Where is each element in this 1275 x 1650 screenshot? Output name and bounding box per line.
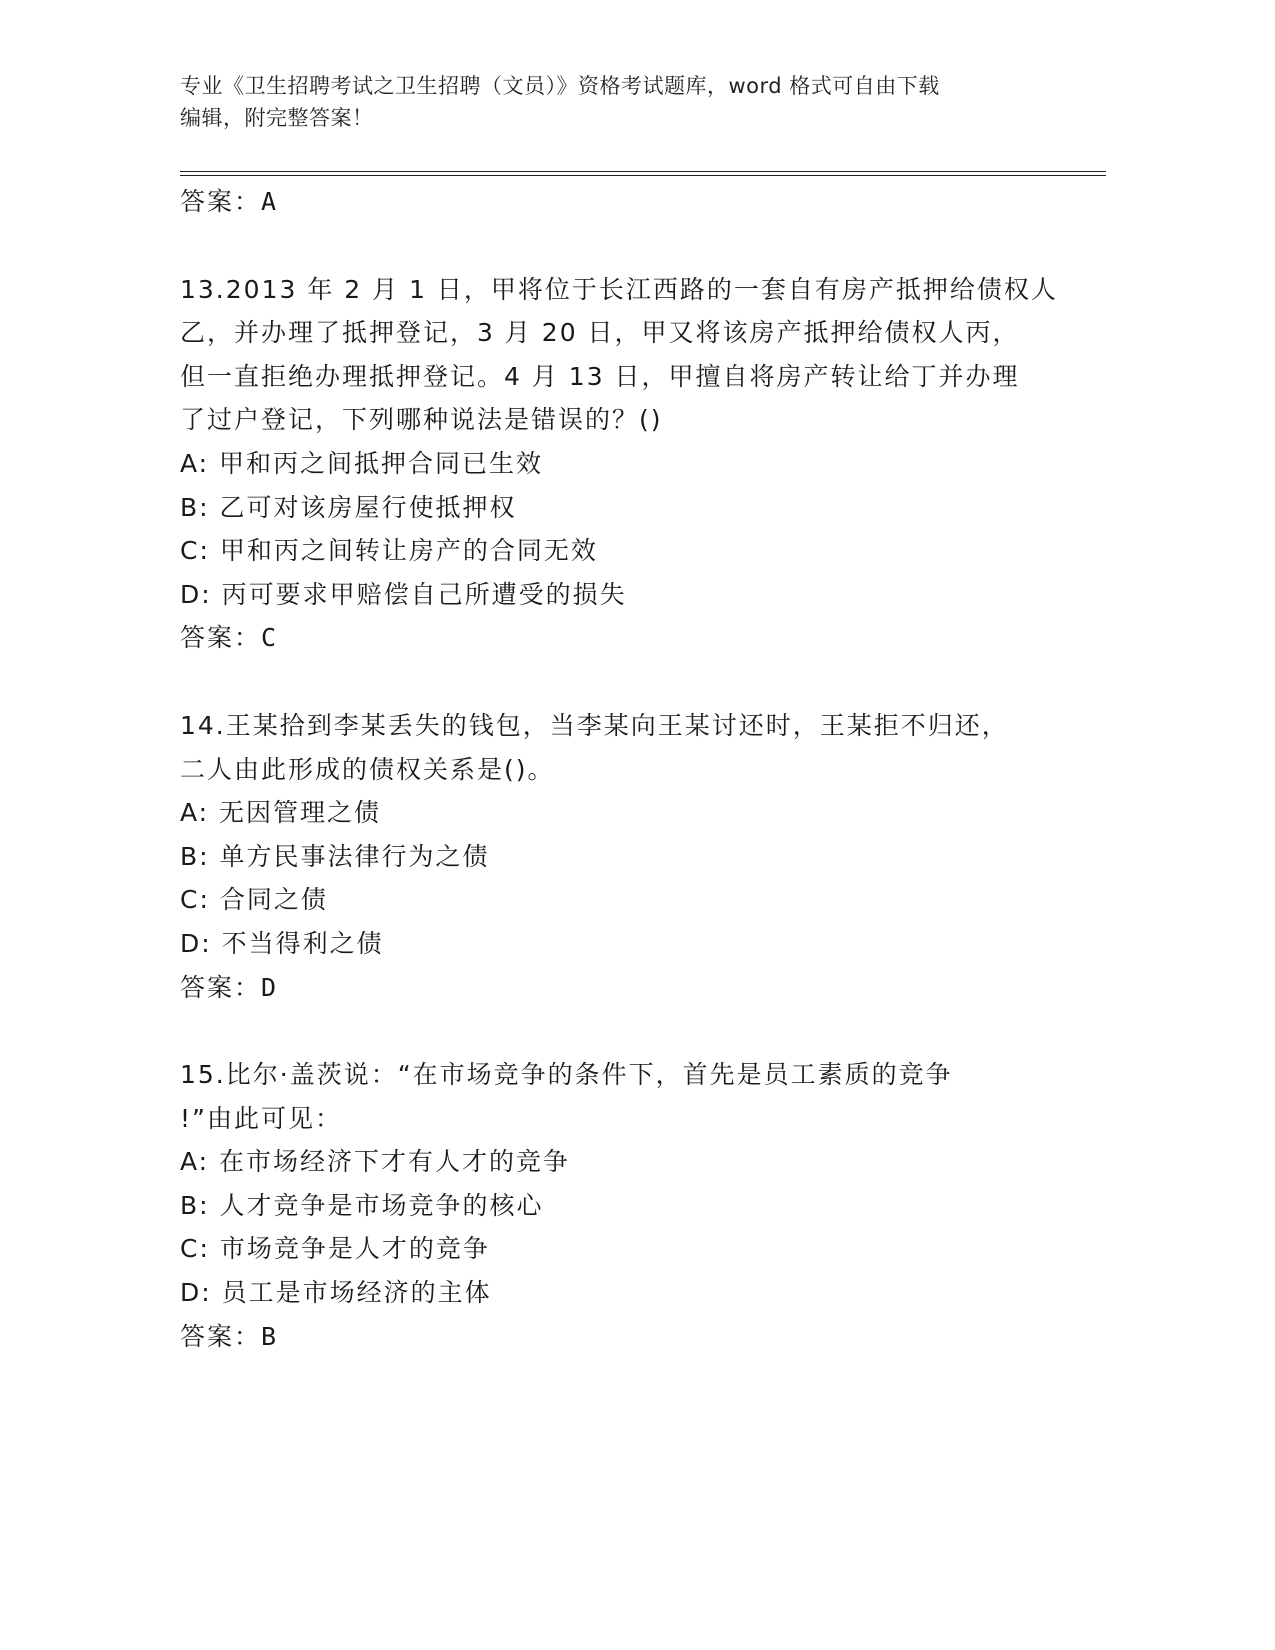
question-stem-line: 13.2013 年 2 月 1 日，甲将位于长江西路的一套自有房产抵押给债权人 xyxy=(180,274,1058,304)
header-divider-bottom xyxy=(180,175,1106,176)
question-13 xyxy=(180,268,1060,660)
option-b: B: 乙可对该房屋行使抵押权 xyxy=(180,492,517,522)
spacer xyxy=(180,224,1060,268)
option-a: A: 甲和丙之间抵押合同已生效 xyxy=(180,448,544,478)
option-d: D: 丙可要求甲赔偿自己所遭受的损失 xyxy=(180,579,627,609)
option-c: C: 合同之债 xyxy=(180,885,328,915)
question-stem-line: 乙，并办理了抵押登记，3 月 20 日，甲又将该房产抵押给债权人丙， xyxy=(180,318,1020,348)
document-header xyxy=(180,70,1040,134)
question-15 xyxy=(180,1053,1060,1358)
option-c: C: 市场竞争是人才的竞争 xyxy=(180,1234,490,1264)
spacer xyxy=(180,660,1060,704)
question-stem-line: 15.比尔·盖茨说：“在市场竞争的条件下，首先是员工素质的竞争 xyxy=(180,1060,953,1090)
answer-label: 答案：C xyxy=(180,623,279,653)
spacer xyxy=(180,1009,1060,1053)
question-stem-line: !”由此可见： xyxy=(180,1103,342,1133)
option-d: D: 不当得利之债 xyxy=(180,928,384,958)
question-stem-line: 14.王某拾到李某丢失的钱包，当李某向王某讨还时，王某拒不归还， xyxy=(180,710,1009,740)
header-line-2: 编辑，附完整答案！ xyxy=(180,106,374,130)
question-14 xyxy=(180,704,1060,1009)
option-b: B: 单方民事法律行为之债 xyxy=(180,841,490,871)
answer-label: 答案：B xyxy=(180,1321,279,1351)
option-a: A: 无因管理之债 xyxy=(180,798,382,828)
option-b: B: 人才竞争是市场竞争的核心 xyxy=(180,1190,544,1220)
question-stem-line: 二人由此形成的债权关系是()。 xyxy=(180,754,555,784)
questions-body xyxy=(180,180,1060,1358)
option-c: C: 甲和丙之间转让房产的合同无效 xyxy=(180,536,598,566)
answer-label: 答案：D xyxy=(180,972,279,1002)
option-d: D: 员工是市场经济的主体 xyxy=(180,1278,492,1308)
question-stem-line: 了过户登记，下列哪种说法是错误的？() xyxy=(180,405,663,435)
question-stem-line: 但一直拒绝办理抵押登记。4 月 13 日，甲擅自将房产转让给丁并办理 xyxy=(180,361,1020,391)
header-line-1: 专业《卫生招聘考试之卫生招聘（文员）》资格考试题库，word 格式可自由下载 xyxy=(180,74,940,98)
previous-answer: 答案：A xyxy=(180,187,279,216)
option-a: A: 在市场经济下才有人才的竞争 xyxy=(180,1147,571,1177)
header-divider-top xyxy=(180,171,1106,172)
